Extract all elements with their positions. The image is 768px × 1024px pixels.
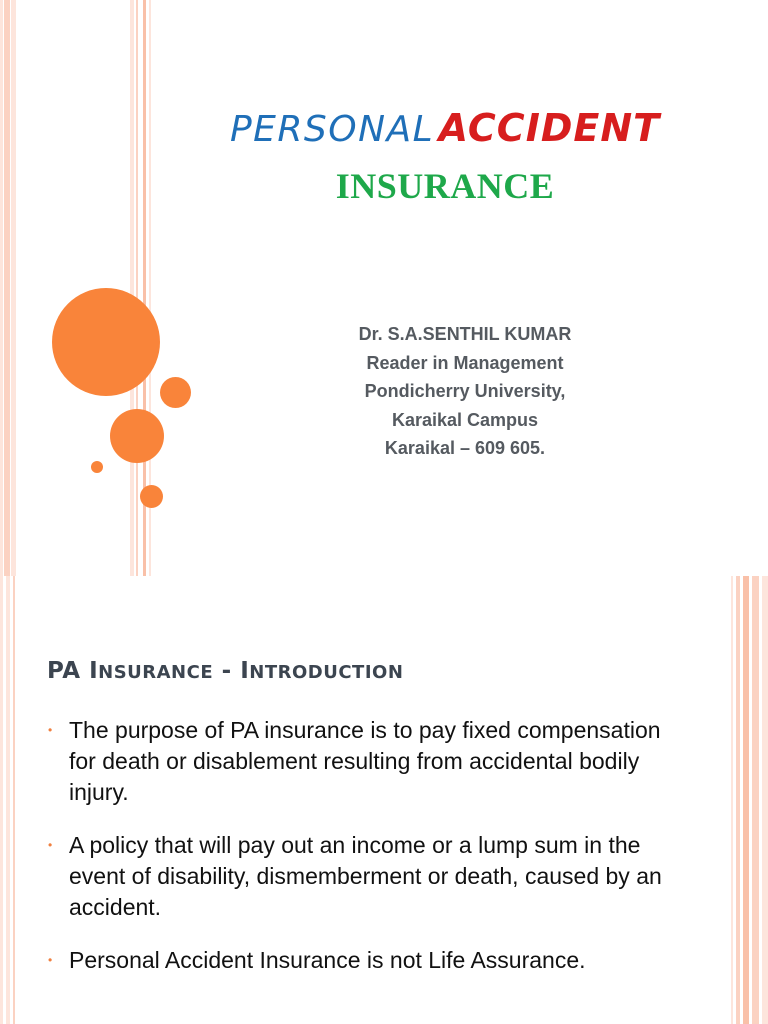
right-stripe	[743, 576, 749, 1024]
bullet-item	[48, 830, 668, 923]
bullet-icon: •	[48, 953, 53, 967]
decor-circle-medium	[110, 409, 164, 463]
bullet-item	[48, 715, 668, 808]
decor-circle-small	[140, 485, 163, 508]
left-stripe	[130, 0, 134, 576]
title-accident: ACCIDENT	[438, 106, 661, 150]
decor-circle-tiny	[91, 461, 103, 473]
slide-title	[0, 106, 768, 150]
bullet-text: A policy that will pay out an income or a lump sum in the event of disability, dismemberment or death, caused by an accident.	[69, 832, 662, 920]
section-heading	[47, 658, 403, 684]
author-university: Pondicherry University,	[364, 381, 566, 401]
heading-initial: I	[240, 658, 250, 684]
bullet-list	[48, 715, 668, 976]
decor-circle-large	[52, 288, 160, 396]
left-stripe	[11, 0, 16, 576]
author-address: Karaikal – 609 605.	[384, 438, 546, 458]
heading-smallcaps: NSURANCE	[98, 662, 214, 683]
heading-dash: -	[221, 658, 232, 684]
author-campus: Karaikal Campus	[391, 409, 539, 430]
bullet-item	[48, 945, 668, 976]
right-stripe	[762, 576, 768, 1024]
author-name: Dr. S.A.SENTHIL KUMAR	[358, 324, 572, 344]
heading-initial: I	[89, 658, 99, 684]
author-block	[300, 320, 630, 463]
left-stripe	[13, 576, 15, 1024]
decor-circle-small	[160, 377, 191, 408]
heading-smallcaps: NTRODUCTION	[249, 662, 404, 683]
title-personal: PERSONAL	[229, 109, 435, 150]
left-stripe	[136, 0, 138, 576]
bullet-text: The purpose of PA insurance is to pay fixed compensation for death or disablement resulting from accidental bodily injury.	[69, 717, 661, 805]
heading-pa: PA	[47, 658, 81, 684]
bullet-icon: •	[48, 838, 53, 852]
bullet-icon: •	[48, 723, 53, 737]
left-stripe	[6, 576, 10, 1024]
left-stripe	[0, 576, 3, 1024]
right-stripe	[752, 576, 759, 1024]
bullet-text: Personal Accident Insurance is not Life Assurance.	[69, 947, 586, 973]
left-stripe	[0, 0, 3, 576]
right-stripe	[736, 576, 740, 1024]
slide-subtitle: INSURANCE	[335, 166, 555, 206]
left-stripe	[4, 0, 10, 576]
right-stripe	[731, 576, 733, 1024]
author-position: Reader in Management	[366, 352, 564, 373]
